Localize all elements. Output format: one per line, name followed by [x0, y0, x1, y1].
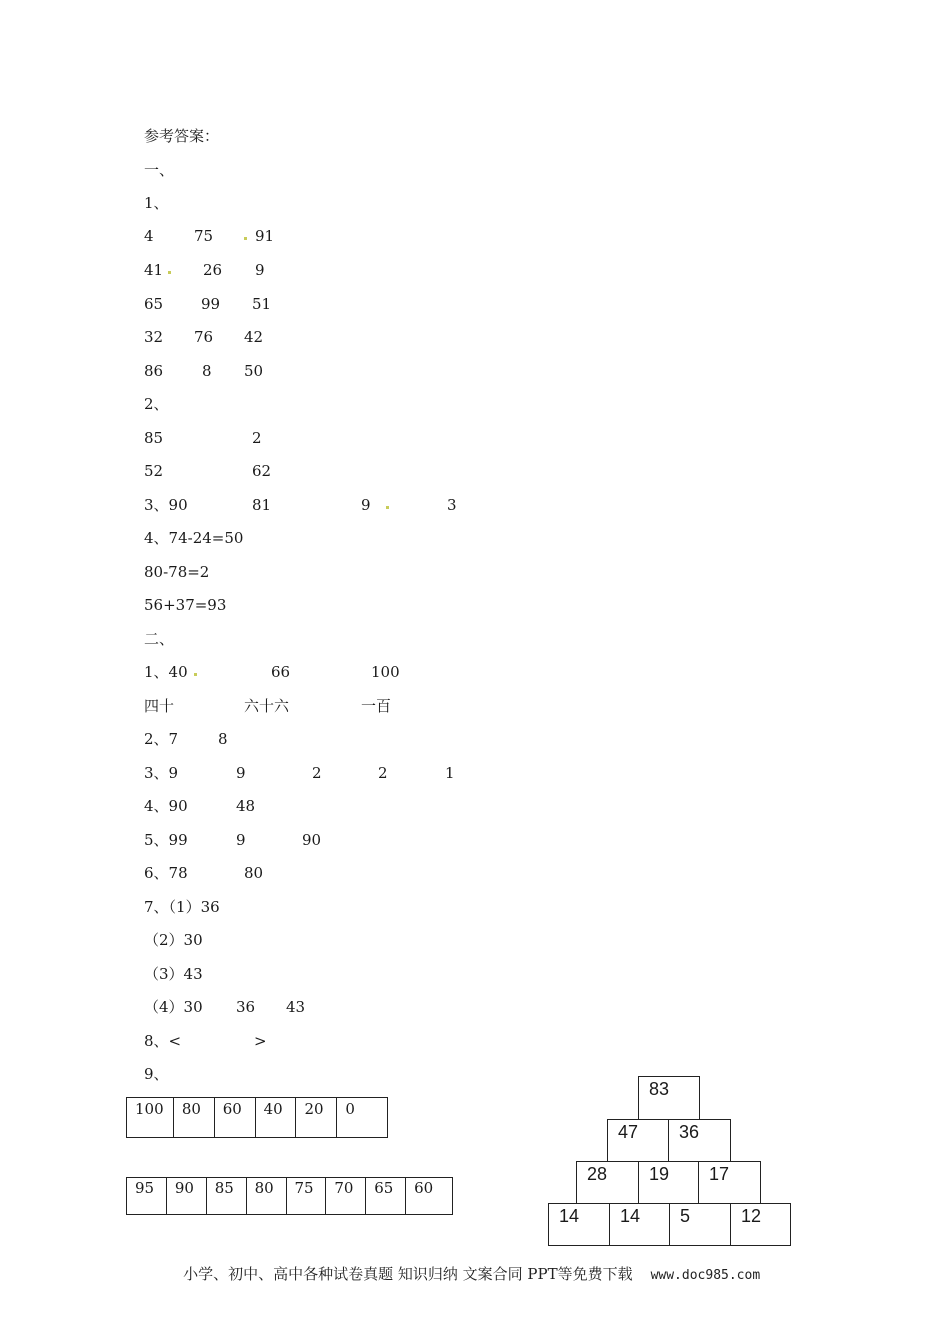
table-cell: 60	[406, 1178, 453, 1215]
answer-value: 4	[144, 227, 154, 245]
answer-value: 2、7	[144, 730, 179, 748]
q1-label: 1、	[144, 194, 169, 212]
answer-value: 90	[302, 831, 322, 849]
table-cell: 100	[127, 1098, 174, 1138]
answer-value: 9	[236, 764, 246, 782]
page-footer	[164, 1245, 760, 1302]
table-cell: 75	[286, 1178, 326, 1215]
section-1-heading: 一、	[144, 161, 175, 179]
answer-value: 2	[312, 764, 322, 782]
answer-value: 5、99	[144, 831, 188, 849]
table-cell: 85	[206, 1178, 246, 1215]
answer-value: 65	[144, 295, 164, 313]
footer-text: 小学、初中、高中各种试卷真题 知识归纳 文案合同 PPT等免费下载	[183, 1265, 633, 1283]
table-cell: 80	[246, 1178, 286, 1215]
answer-value: 2	[252, 429, 262, 447]
answer-value: 75	[194, 227, 214, 245]
answer-value: 8	[202, 362, 212, 380]
answer-value: 51	[252, 295, 272, 313]
s2-q9-label: 9、	[144, 1065, 169, 1083]
table-cell: 60	[214, 1098, 255, 1138]
pyramid-cell: 19	[638, 1161, 699, 1204]
answer-value: 48	[236, 797, 256, 815]
answer-value: 3、9	[144, 764, 179, 782]
answer-value: 9	[236, 831, 246, 849]
table-cell: 70	[326, 1178, 366, 1215]
answer-value: 62	[252, 462, 272, 480]
answer-value: 85	[144, 429, 164, 447]
scan-dot	[168, 271, 171, 274]
answer-value: 1	[445, 764, 455, 782]
table-cell: 20	[296, 1098, 337, 1138]
table-cell: 95	[127, 1178, 167, 1215]
scan-dot	[244, 237, 247, 240]
s2-q7-line-1: 7、（1）36	[144, 898, 220, 916]
table-cell: 40	[255, 1098, 296, 1138]
pyramid-cell: 28	[576, 1161, 639, 1204]
s2-q7-line-3: （3）43	[144, 965, 203, 983]
answer-value: 100	[371, 663, 400, 681]
pyramid-cell: 83	[638, 1076, 700, 1120]
answer-word: 六十六	[244, 697, 290, 715]
pyramid-cell: 12	[730, 1203, 791, 1246]
answer-value: 50	[244, 362, 264, 380]
answer-value: 2	[378, 764, 388, 782]
pyramid-cell: 14	[548, 1203, 610, 1246]
q4-line-2: 80-78=2	[144, 563, 210, 581]
answer-value: 3、90	[144, 496, 188, 514]
answer-value: （4）30	[144, 998, 203, 1016]
sequence-table-2	[126, 1177, 453, 1215]
scan-dot	[386, 506, 389, 509]
q4-line-1: 4、74-24=50	[144, 529, 244, 547]
s2-q7-line-2: （2）30	[144, 931, 203, 949]
answer-value: >	[254, 1032, 267, 1050]
answer-word: 一百	[361, 697, 392, 715]
answer-value: 80	[244, 864, 264, 882]
answer-value: 43	[286, 998, 306, 1016]
answer-value: 9	[255, 261, 265, 279]
answer-value: 42	[244, 328, 264, 346]
answer-value: 32	[144, 328, 164, 346]
answer-value: 26	[203, 261, 223, 279]
pyramid-cell: 47	[607, 1119, 669, 1162]
footer-url[interactable]: www.doc985.com	[650, 1268, 761, 1283]
q2-label: 2、	[144, 395, 169, 413]
pyramid-cell: 14	[609, 1203, 670, 1246]
answer-value: 66	[271, 663, 291, 681]
q4-line-3: 56+37=93	[144, 596, 227, 614]
table-cell: 65	[366, 1178, 406, 1215]
pyramid-cell: 17	[698, 1161, 761, 1204]
answer-value: 3	[447, 496, 457, 514]
answer-value: 41	[144, 261, 164, 279]
answer-value: 6、78	[144, 864, 188, 882]
answer-value: 76	[194, 328, 214, 346]
answer-value: 99	[201, 295, 221, 313]
sequence-table-1	[126, 1097, 388, 1138]
answer-word: 四十	[144, 697, 175, 715]
answer-value: 36	[236, 998, 256, 1016]
scan-dot	[194, 673, 197, 676]
answer-value: 86	[144, 362, 164, 380]
pyramid-cell: 5	[669, 1203, 731, 1246]
section-2-heading: 二、	[144, 630, 175, 648]
answer-value: 8、<	[144, 1032, 182, 1050]
answer-value: 1、40	[144, 663, 188, 681]
answer-value: 52	[144, 462, 164, 480]
answer-value: 81	[252, 496, 272, 514]
pyramid-cell: 36	[668, 1119, 731, 1162]
table-cell: 0	[337, 1098, 388, 1138]
answer-value: 4、90	[144, 797, 188, 815]
table-cell: 80	[173, 1098, 214, 1138]
answer-value: 9	[361, 496, 371, 514]
answer-value: 8	[218, 730, 228, 748]
answer-value: 91	[255, 227, 275, 245]
document-title: 参考答案：	[144, 127, 220, 145]
table-cell: 90	[166, 1178, 206, 1215]
